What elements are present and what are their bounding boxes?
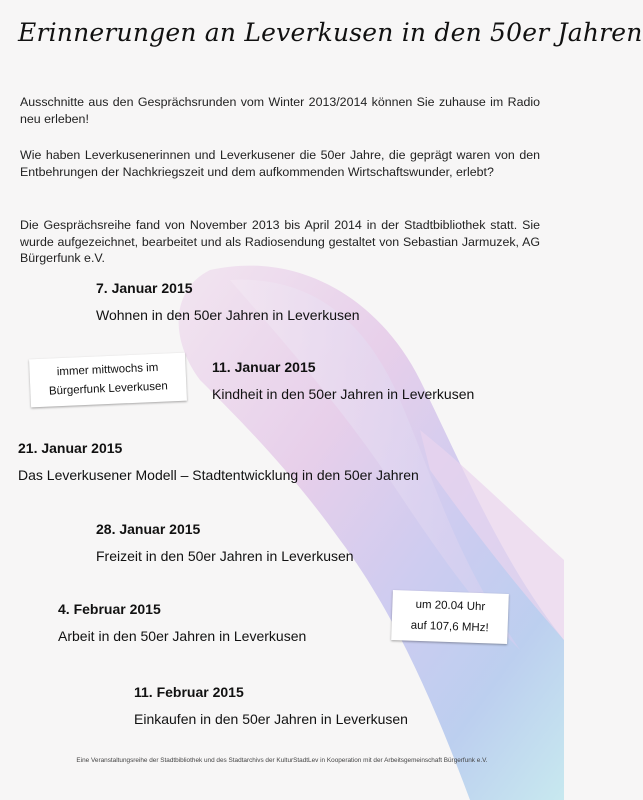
event-item	[58, 601, 306, 644]
event-topic: Das Leverkusener Modell – Stadtentwicklung in den 50er Jahren	[18, 467, 419, 483]
broadcast-time-note	[391, 590, 509, 644]
event-topic: Kindheit in den 50er Jahren in Leverkusen	[212, 386, 475, 402]
event-item	[18, 440, 419, 483]
event-item	[134, 684, 408, 727]
event-item	[212, 359, 474, 402]
event-date: 11. Februar 2015	[134, 684, 244, 700]
event-date: 11. Januar 2015	[212, 359, 316, 375]
broadcast-schedule-note	[29, 353, 187, 408]
event-topic: Wohnen in den 50er Jahren in Leverkusen	[96, 307, 360, 323]
event-topic: Arbeit in den 50er Jahren in Leverkusen	[58, 628, 307, 644]
note-line: auf 107,6 MHz!	[410, 619, 489, 635]
event-date: 4. Februar 2015	[58, 601, 161, 617]
event-topic: Freizeit in den 50er Jahren in Leverkusen	[96, 548, 354, 564]
question-paragraph: Wie haben Leverkusenerinnen und Leverkusener die 50er Jahre, die geprägt waren von den Entbehrungen der Nachkriegszeit und dem aufkommenden Wirtschaftswunder, erlebt?	[20, 148, 540, 179]
footer-credits: Eine Veranstaltungsreihe der Stadtbibliothek und des Stadtarchivs der KulturStadtLev in Kooperation mit der Arbeitsgemeinschaft Bürgerfunk e.V.	[76, 757, 488, 764]
event-date: 28. Januar 2015	[96, 521, 201, 537]
event-date: 21. Januar 2015	[18, 440, 123, 456]
event-topic: Einkaufen in den 50er Jahren in Leverkusen	[134, 711, 408, 727]
event-date: 7. Januar 2015	[96, 280, 193, 296]
event-item	[96, 280, 360, 323]
page-title: Erinnerungen an Leverkusen in den 50er Jahren	[18, 18, 643, 47]
background-paragraph: Die Gesprächsreihe fand von November 2013 bis April 2014 in der Stadtbibliothek statt. Sie wurde aufgezeichnet, bearbeitet und als Radiosendung gestaltet von Sebastian Jarmuzek, AG Bürgerfunk e.V.	[20, 218, 540, 266]
note-line: immer mittwochs im	[56, 361, 159, 379]
intro-paragraph: Ausschnitte aus den Gesprächsrunden vom Winter 2013/2014 können Sie zuhause im Radio neu erleben!	[20, 95, 540, 126]
note-line: um 20.04 Uhr	[415, 598, 486, 614]
note-line: Bürgerfunk Leverkusen	[48, 380, 169, 398]
event-item	[96, 521, 354, 564]
